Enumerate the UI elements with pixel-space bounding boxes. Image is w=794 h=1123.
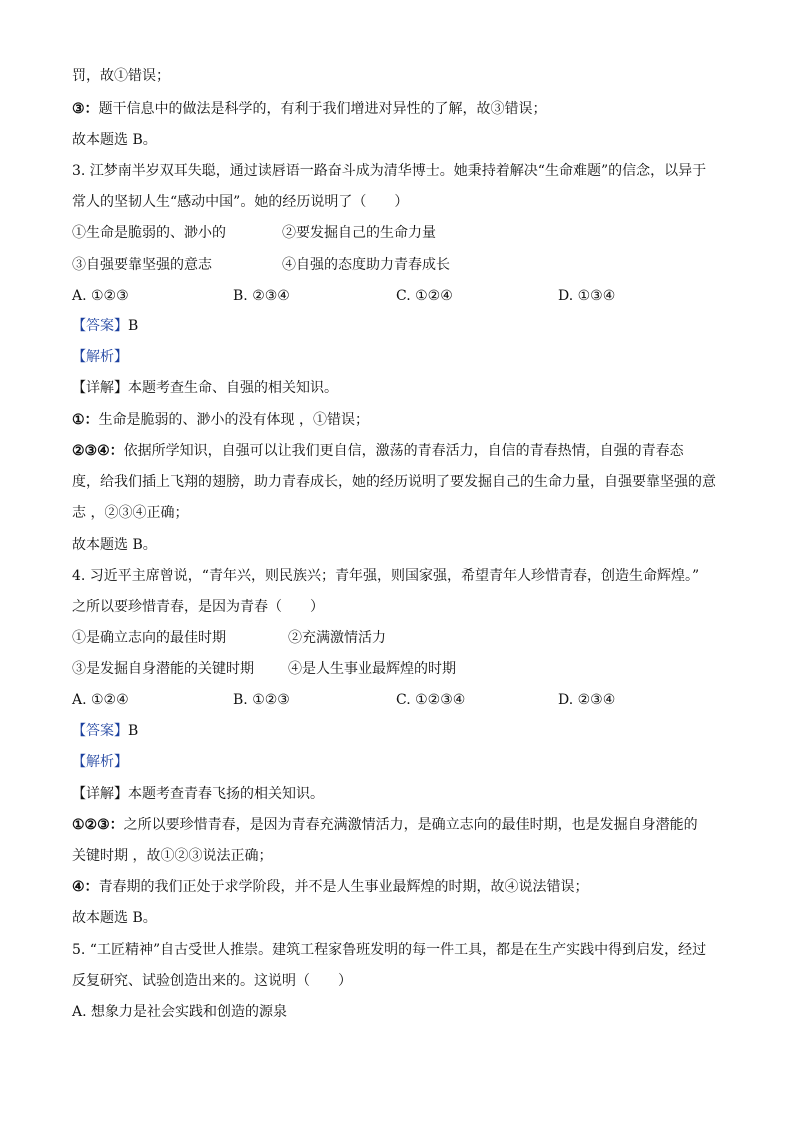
choice-a: A. 想象力是社会实践和创造的源泉: [72, 1004, 288, 1020]
explanation-text: 依据所学知识，自强可以让我们更自信，激荡的青春活力，自信的青春热情，自强的青春态: [123, 443, 684, 459]
question-4-stem: 之所以要珍惜青春，是因为青春（ ）: [72, 599, 324, 615]
explanation-line: 关键时期 ，故①②③说法正确；: [72, 848, 273, 864]
statement-4: ④自强的态度助力青春成长: [282, 257, 450, 273]
statement-mark: ②③④：: [72, 443, 124, 459]
statement-mark: ①②③：: [72, 817, 124, 833]
analysis-tag: 【解析】: [72, 754, 128, 770]
question-4-stem: 4. 习近平主席曾说，“青年兴，则民族兴；青年强，则国家强，希望青年人珍惜青春，创造生命辉煌。”: [72, 568, 700, 584]
detail-tag: 【详解】: [72, 380, 128, 396]
answer-value: B: [128, 723, 139, 739]
statement-1: ①是确立志向的最佳时期: [72, 630, 226, 646]
detail-line: [72, 784, 324, 804]
answer-tag: 【答案】: [72, 723, 128, 739]
explanation-text: 生命是脆弱的、渺小的没有体现 ，①错误；: [98, 412, 370, 428]
question-5-stem: 反复研究、试验创造出来的。这说明（ ）: [72, 973, 352, 989]
question-3-stem: 3. 江梦南半岁双耳失聪，通过读唇语一路奋斗成为清华博士。她秉持着解决“生命难题”的信念，以异于: [72, 163, 707, 179]
choice-c: C. ①②④: [396, 288, 453, 304]
explanation-line: [72, 441, 684, 461]
text-line: 罚，故①错误；: [72, 68, 170, 84]
choice-a: A. ①②③: [72, 288, 129, 304]
answer-value: B: [128, 318, 139, 334]
explanation-line: 志 ，②③④正确；: [72, 505, 189, 521]
statement-mark: ③：: [72, 101, 99, 117]
conclusion-line: 故本题选 B。: [72, 910, 157, 926]
conclusion-line: 故本题选 B。: [72, 537, 157, 553]
choice-b: B. ②③④: [233, 288, 290, 304]
statement-4: ④是人生事业最辉煌的时期: [288, 661, 456, 677]
statement-3: ③是发掘自身潜能的关键时期: [72, 661, 254, 677]
detail-line: [72, 378, 338, 398]
conclusion-line: 故本题选 B。: [72, 132, 157, 148]
explanation-text: 之所以要珍惜青春，是因为青春充满激情活力，是确立志向的最佳时期，也是发掘自身潜能的: [123, 817, 698, 833]
statement-mark: ④：: [72, 879, 99, 895]
detail-text: 本题考查生命、自强的相关知识。: [128, 380, 338, 396]
explanation-text: 青春期的我们正处于求学阶段，并不是人生事业最辉煌的时期，故④说法错误；: [98, 879, 589, 895]
answer-tag: 【答案】: [72, 318, 128, 334]
statement-2: ②充满激情活力: [288, 630, 386, 646]
analysis-tag: 【解析】: [72, 349, 128, 365]
question-5-stem: 5. “工匠精神”自古受世人推崇。建筑工程家鲁班发明的每一件工具，都是在生产实践中得到启发，经过: [72, 942, 707, 958]
answer-line: [72, 721, 138, 741]
statement-mark: ①：: [72, 412, 99, 428]
choice-c: C. ①②③④: [396, 692, 466, 708]
choice-a: A. ①②④: [72, 692, 129, 708]
choice-d: D. ②③④: [558, 692, 616, 708]
explanation-line: [72, 410, 369, 430]
question-3-stem: 常人的坚韧人生“感动中国”。她的经历说明了（ ）: [72, 194, 409, 210]
choice-b: B. ①②③: [233, 692, 290, 708]
statement-3: ③自强要靠坚强的意志: [72, 257, 212, 273]
detail-tag: 【详解】: [72, 786, 128, 802]
statement-2: ②要发掘自己的生命力量: [282, 225, 436, 241]
answer-line: [72, 316, 138, 336]
choice-d: D. ①③④: [558, 288, 616, 304]
statement-1: ①生命是脆弱的、渺小的: [72, 225, 226, 241]
explanation-text: 题干信息中的做法是科学的，有利于我们增进对异性的了解，故③错误；: [98, 101, 547, 117]
detail-text: 本题考查青春飞扬的相关知识。: [128, 786, 324, 802]
text-line: [72, 99, 547, 119]
explanation-line: [72, 815, 698, 835]
explanation-line: 度，给我们插上飞翔的翅膀，助力青春成长，她的经历说明了要发掘自己的生命力量，自强要靠坚强的意: [72, 474, 716, 490]
explanation-line: [72, 877, 589, 897]
